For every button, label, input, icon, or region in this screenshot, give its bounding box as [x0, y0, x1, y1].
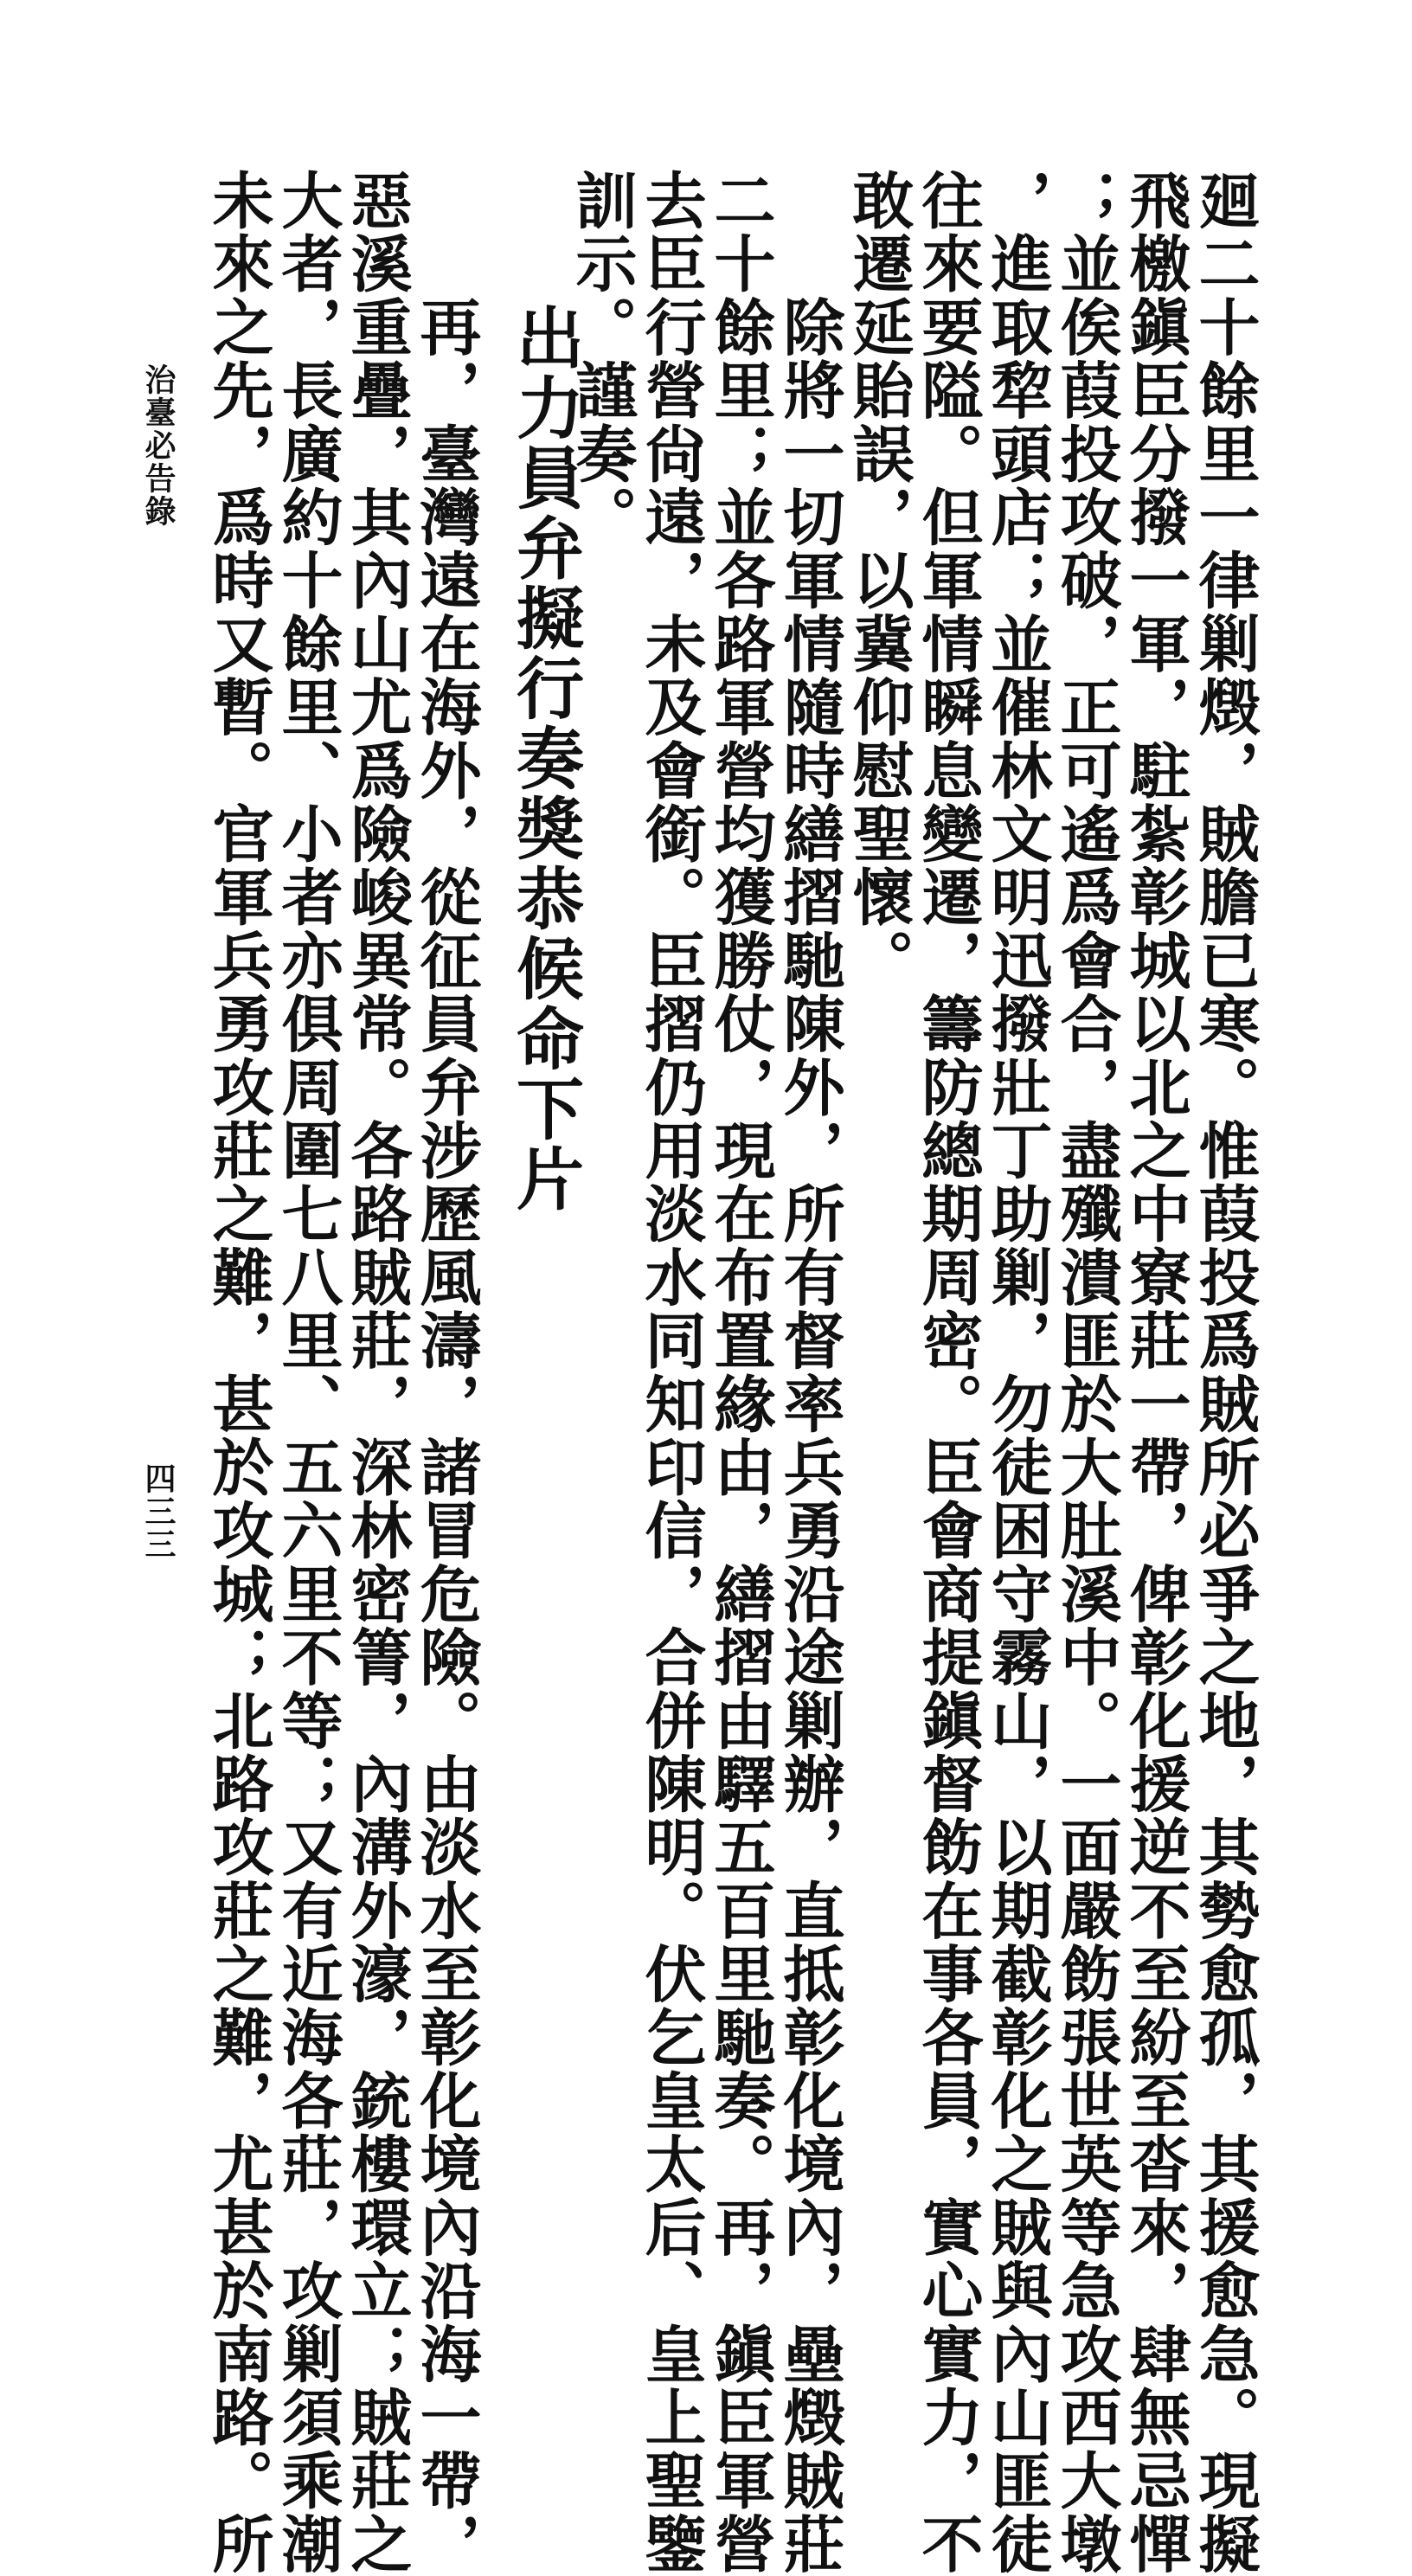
memorial-column: 去臣行營尙遠，未及會銜。臣摺仍用淡水同知印信，合併陳明。伏乞皇太后、皇上聖鑒 — [635, 169, 708, 2576]
section-column: 再，臺灣遠在海外，從征員弁涉歷風濤，諸冒危險。由淡水至彰化境內沿海一帶， — [410, 169, 483, 2576]
page-number: 四三三 — [140, 1462, 176, 1561]
running-title: 治臺必告錄 — [140, 363, 176, 528]
section-column: 未來之先，爲時又暫。官軍兵勇攻莊之難，甚於攻城；北路攻莊之難，尤甚於南路。所 — [202, 169, 275, 2576]
memorial-column: ；並俟葭投攻破，正可遙爲會合，盡殲潰匪於大肚溪中。一面嚴飭張世英等急攻西大墩 — [1050, 169, 1123, 2576]
memorial-column: 敢遷延貽誤，以冀仰慰聖懷。 — [843, 169, 915, 992]
memorial-column: 訓示。謹奏。 — [566, 169, 639, 549]
section-column: 惡溪重疊，其內山尤爲險峻異常。各路賊莊，深林密箐，內溝外濠，銃樓環立；賊莊之 — [341, 169, 414, 2576]
section-column: 大者，長廣約十餘里、小者亦俱周圍七八里、五六里不等；又有近海各莊，攻剿須乘潮 — [272, 169, 344, 2576]
section-heading: 出力員弁擬行奏獎恭候命下片 — [505, 303, 584, 1214]
memorial-column: 往來要隘。但軍情瞬息變遷，籌防總期周密。臣會商提鎭督飭在事各員，實心實力，不 — [912, 169, 985, 2576]
memorial-column: ，進取犂頭店；並催林文明迅撥壯丁助剿，勿徒困守霧山，以期截彰化之賊與內山匪徒 — [981, 169, 1054, 2576]
memorial-column: 二十餘里；並各路軍營均獲勝仗，現在布置緣由，繕摺由驛五百里馳奏。再，鎭臣軍營 — [704, 169, 777, 2576]
memorial-column: 除將一切軍情隨時繕摺馳陳外，所有督率兵勇沿途剿辦，直抵彰化境內，壘燬賊莊 — [773, 169, 846, 2576]
memorial-column: 飛檄鎭臣分撥一軍，駐紮彰城以北之中寮莊一帶，俾彰化援逆不至紛至沓來，肆無忌憚 — [1120, 169, 1192, 2576]
memorial-column: 廻二十餘里一律剿燬，賊膽已寒。惟葭投爲賊所必爭之地，其勢愈孤，其援愈急。現擬 — [1189, 169, 1261, 2576]
